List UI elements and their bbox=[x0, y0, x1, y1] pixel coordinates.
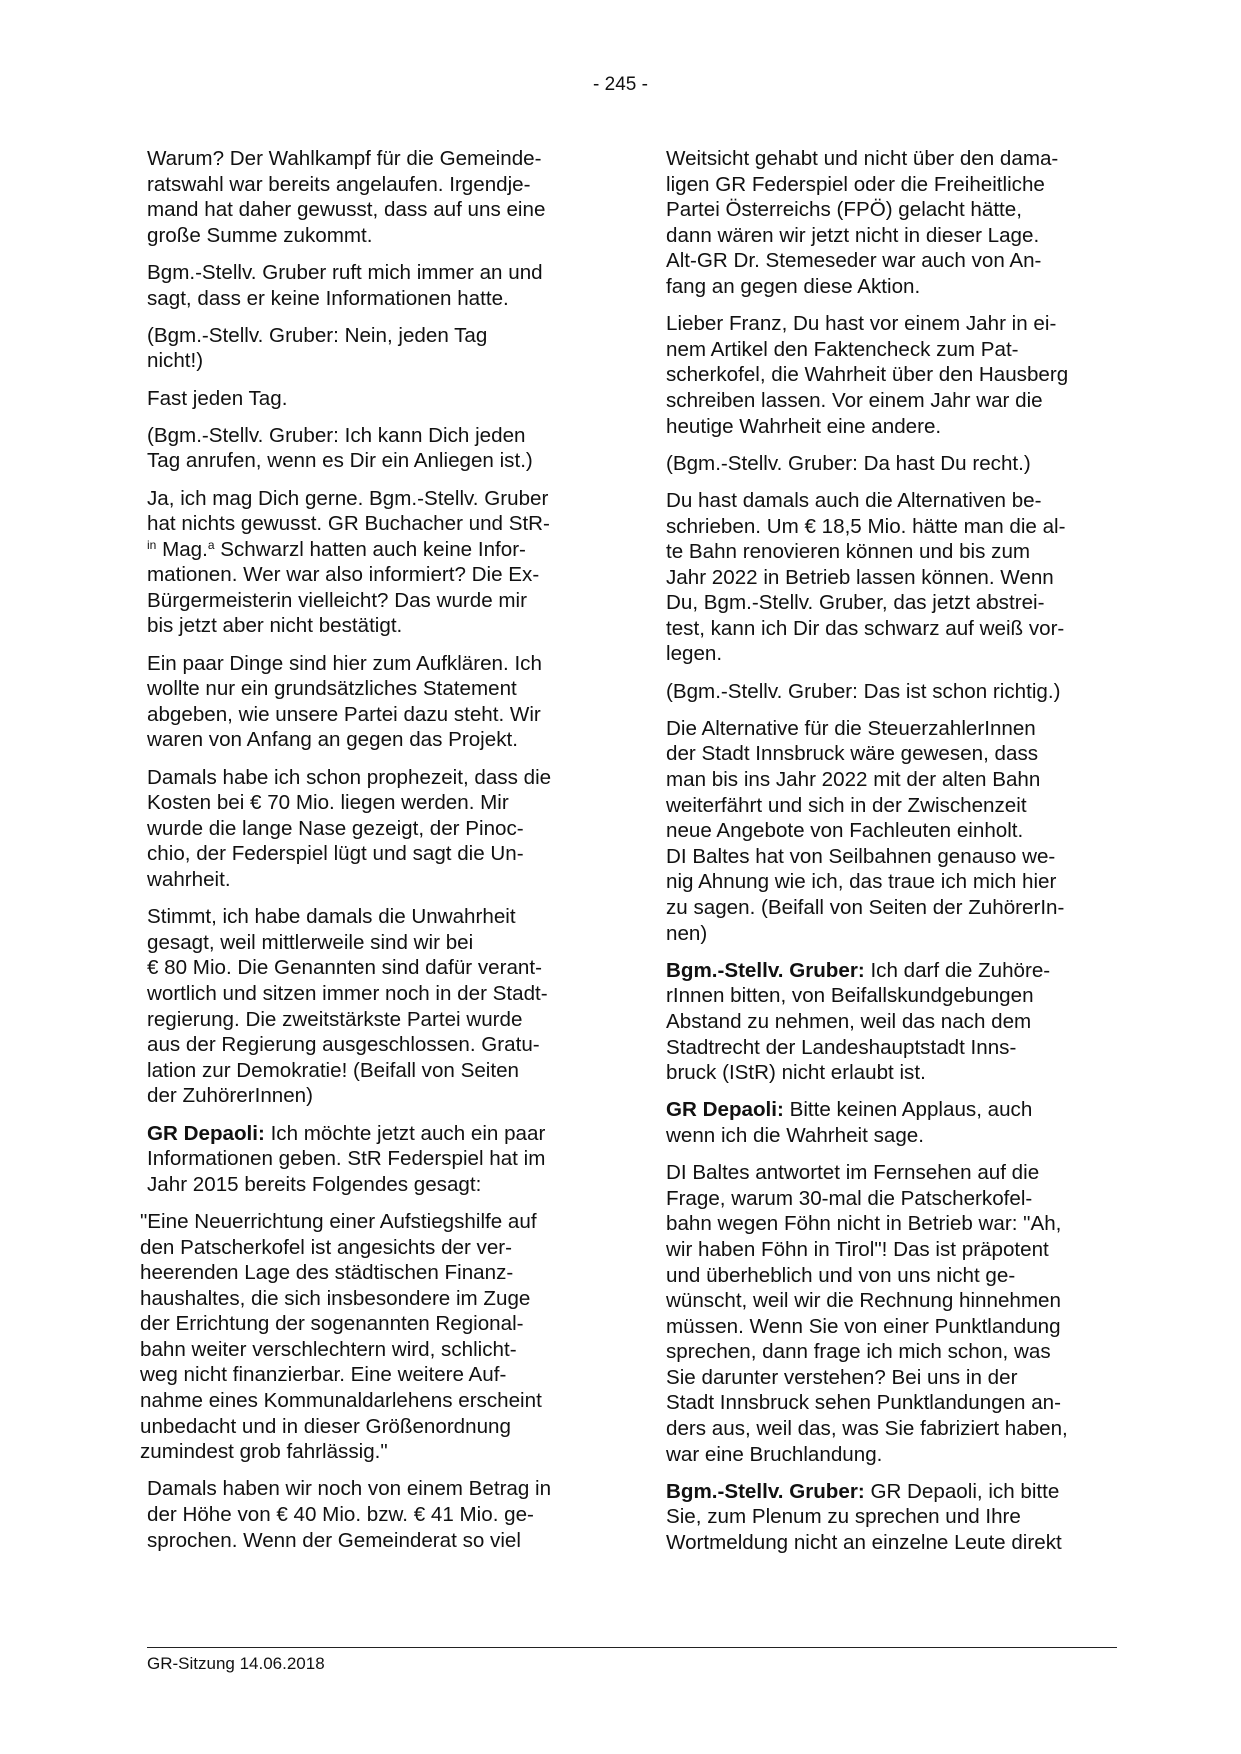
speaker-name: Bgm.-Stellv. Gruber: bbox=[666, 958, 865, 982]
footer-divider bbox=[147, 1647, 1117, 1648]
speech-text: Bitte keinen Applaus, auch wenn ich die Wahrheit sage. bbox=[666, 1098, 1033, 1147]
quotation: "Eine Neuerrichtung einer Aufstiegshilfe auf den Patscherkofel ist angesichts der ver- heerenden Lage des städtischen Finanz- haushaltes, die sich insbesondere im Zuge der Errichtung der sogenannten Regional- bahn weiter verschlechtern wird, schlicht- weg nicht finanzierbar. Eine weitere Auf- nahme eines Kommunaldarlehens erscheint unbedacht und in dieser Größenordnung zumindest grob fahrlässig." bbox=[140, 1209, 542, 1464]
paragraph: DI Baltes antwortet im Fernsehen auf die Frage, warum 30-mal die Patscherkofel- bahn wegen Föhn nicht in Betrieb war: "Ah, wir haben Föhn in Tirol"! Das ist präpotent und überheblich und von uns nicht ge- wünscht, weil wir die Rechnung hinnehmen müssen. Wenn Sie von einer Punktlandung sprechen, dann frage ich mich schon, was Sie darunter verstehen? Bei uns in der Stadt Innsbruck sehen Punktlandungen an- ders aus, weil das, was Sie fabriziert haben, war eine Bruchlandung. bbox=[666, 1161, 1068, 1466]
interjection: (Bgm.-Stellv. Gruber: Ich kann Dich jeden Tag anrufen, wenn es Dir ein Anliegen ist.) bbox=[147, 423, 533, 473]
paragraph: Bgm.-Stellv. Gruber ruft mich immer an und sagt, dass er keine Informationen hatte. bbox=[147, 260, 543, 310]
speech-paragraph bbox=[666, 1479, 1116, 1556]
left-column bbox=[140, 146, 597, 1565]
interjection: (Bgm.-Stellv. Gruber: Da hast Du recht.) bbox=[666, 451, 1031, 475]
speech-paragraph bbox=[147, 1121, 597, 1198]
paragraph: Lieber Franz, Du hast vor einem Jahr in ei- nem Artikel den Faktencheck zum Pat- scherkofel, die Wahrheit über den Hausberg schreiben lassen. Vor einem Jahr war die heutige Wahrheit eine andere. bbox=[666, 312, 1069, 438]
paragraph: Du hast damals auch die Alternativen be- schrieben. Um € 18,5 Mio. hätte man die al- te Bahn renovieren können und bis zum Jahr 2022 in Betrieb lassen können. Wenn Du, Bgm.-Stellv. Gruber, das jetzt abstrei- test, kann ich Dir das schwarz auf weiß vor- legen. bbox=[666, 488, 1066, 666]
footer-session-date: GR-Sitzung 14.06.2018 bbox=[147, 1654, 325, 1673]
paragraph: Damals haben wir noch von einem Betrag in der Höhe von € 40 Mio. bzw. € 41 Mio. ge- sprochen. Wenn der Gemeinderat so viel bbox=[147, 1477, 552, 1552]
paragraph-text: Schwarzl hatten auch keine Infor- mationen. Wer war also informiert? Die Ex- Bürgermeisterin vielleicht? Das wurde mir bis jetzt aber nicht bestätigt. bbox=[147, 537, 540, 638]
speaker-name: GR Depaoli: bbox=[666, 1098, 784, 1122]
paragraph-text: Ja, ich mag Dich gerne. Bgm.-Stellv. Gruber hat nichts gewusst. GR Buchacher und StR- bbox=[147, 486, 550, 536]
paragraph: Warum? Der Wahlkampf für die Gemeinde- ratswahl war bereits angelaufen. Irgendje- mand hat daher gewusst, dass auf uns eine große Summe zukommt. bbox=[147, 147, 546, 247]
superscript: in bbox=[147, 537, 157, 552]
paragraph-text: Mag. bbox=[156, 537, 208, 561]
speaker-name: Bgm.-Stellv. Gruber: bbox=[666, 1479, 865, 1503]
superscript: a bbox=[207, 537, 215, 552]
paragraph: Weitsicht gehabt und nicht über den dama- ligen GR Federspiel oder die Freiheitliche Partei Österreichs (FPÖ) gelacht hätte, dann wären wir jetzt nicht in dieser Lage. Alt-GR Dr. Stemeseder war auch von An- fang an gegen diese Aktion. bbox=[666, 147, 1059, 298]
speech-text: Ich darf die Zuhöre- rInnen bitten, von Beifallskundgebungen Abstand zu nehmen, weil das nach dem Stadtrecht der Landeshauptstadt Inns- bruck (IStR) nicht erlaubt ist. bbox=[666, 958, 1051, 1085]
paragraph: Die Alternative für die SteuerzahlerInnen der Stadt Innsbruck wäre gewesen, dass man bis ins Jahr 2022 mit der alten Bahn weiterfährt und sich in der Zwischenzeit neue Angebote von Fachleuten einholt. DI Baltes hat von Seilbahnen genauso we- nig Ahnung wie ich, das traue ich mich hier zu sagen. (Beifall von Seiten der ZuhörerIn- nen) bbox=[666, 716, 1065, 945]
interjection: (Bgm.-Stellv. Gruber: Das ist schon richtig.) bbox=[666, 679, 1061, 703]
speech-paragraph bbox=[666, 1097, 1116, 1148]
paragraph bbox=[147, 486, 597, 640]
paragraph: Stimmt, ich habe damals die Unwahrheit gesagt, weil mittlerweile sind wir bei € 80 Mio. Die Genannten sind dafür verant- wortlich und sitzen immer noch in der Stadt- regierung. Die zweitstärkste Partei wurde aus der Regierung ausgeschlossen. Gratu- lation zur Demokratie! (Beifall von Seiten der ZuhörerInnen) bbox=[147, 905, 548, 1108]
speech-paragraph bbox=[666, 958, 1116, 1086]
speech-text: GR Depaoli, ich bitte Sie, zum Plenum zu sprechen und Ihre Wortmeldung nicht an einzelne Leute direkt bbox=[666, 1479, 1062, 1555]
paragraph: Ein paar Dinge sind hier zum Aufklären. Ich wollte nur ein grundsätzliches Statement abgeben, wie unsere Partei dazu steht. Wir waren von Anfang an gegen das Projekt. bbox=[147, 651, 542, 752]
paragraph: Fast jeden Tag. bbox=[147, 386, 288, 410]
interjection: (Bgm.-Stellv. Gruber: Nein, jeden Tag nicht!) bbox=[147, 323, 488, 373]
paragraph: Damals habe ich schon prophezeit, dass die Kosten bei € 70 Mio. liegen werden. Mir wurde die lange Nase gezeigt, der Pinoc- chio, der Federspiel lügt und sagt die Un- wahrheit. bbox=[147, 765, 552, 891]
speech-text: Ich möchte jetzt auch ein paar Informationen geben. StR Federspiel hat im Jahr 2015 bereits Folgendes gesagt: bbox=[147, 1121, 546, 1196]
page-number: - 245 - bbox=[593, 74, 648, 95]
speaker-name: GR Depaoli: bbox=[147, 1121, 265, 1145]
right-column bbox=[666, 146, 1116, 1567]
